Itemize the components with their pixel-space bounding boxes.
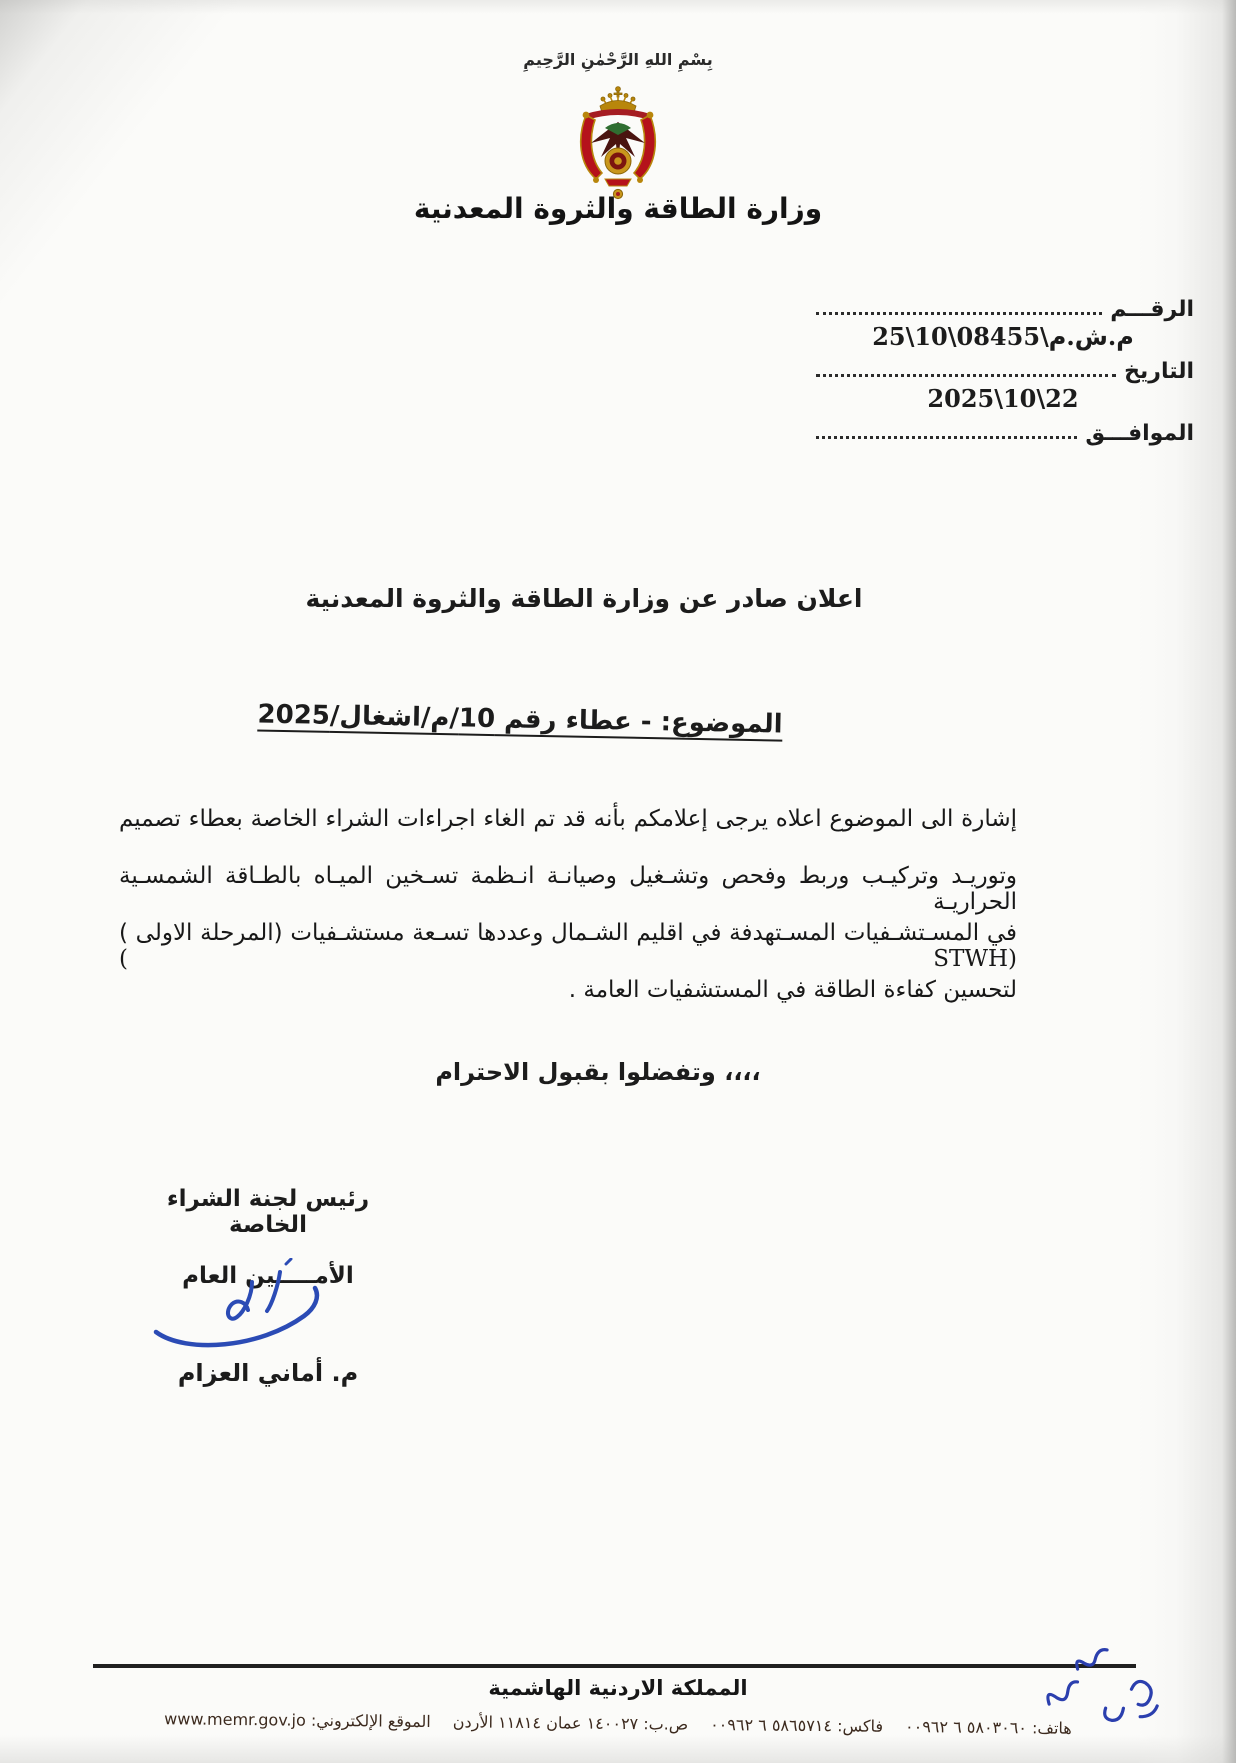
reference-block (812, 290, 1194, 446)
reference-date-label: التاريخ (1124, 359, 1194, 384)
secretary-general-title: الأمـــــين العام (182, 1263, 354, 1289)
body-line-arabic: في المسـتشـفيات المسـتهدفة في اقليم الشـمال وعددها تسـعة مستشـفيات (المرحلة الاولى ) (119, 920, 1017, 946)
footer-phone: هاتف: ٥٨٠٣٠٦٠ ٦ ٠٠٩٦٢ (904, 1717, 1072, 1738)
handwriting-scribble (1018, 1597, 1208, 1757)
ministry-name-calligraphy: وزارة الطاقة والثروة المعدنية (413, 192, 823, 225)
letter-title: اعلان صادر عن وزارة الطاقة والثروة المعدنية (305, 584, 863, 613)
dotted-leader (816, 312, 1102, 315)
footer-pobox: ص.ب: ١٤٠٠٢٧ عمان ١١٨١٤ الأردن (452, 1712, 689, 1734)
handwritten-signature (140, 1258, 356, 1366)
dotted-leader (816, 436, 1077, 439)
dotted-leader (816, 374, 1116, 377)
stwh-abbreviation: ( STWH) (119, 946, 1017, 972)
body-line: لتحسين كفاءة الطاقة في المستشفيات العامة . (568, 977, 1017, 1003)
reference-corresponding-label: الموافـــق (1085, 421, 1194, 446)
handwritten-annotation (1018, 1597, 1208, 1761)
closing-salutation: وتفضلوا بقبول الاحترام ،،،، (435, 1058, 761, 1086)
body-line (119, 920, 1017, 977)
reference-date-row (812, 352, 1194, 384)
reference-number-label: الرقـــم (1110, 297, 1194, 322)
body-line: إشارة الى الموضوع اعلاه يرجى إعلامكم بأنه قد تم الغاء اجراءات الشراء الخاصة بعطاء تصميم (119, 806, 1017, 832)
kingdom-calligraphy: المملكة الاردنية الهاشمية (488, 1676, 748, 1700)
signature-block (146, 1186, 390, 1387)
bismillah-calligraphy: بِسْمِ اللهِ الرَّحْمٰنِ الرَّحِيمِ (523, 50, 713, 69)
reference-date-value: 22\10\2025 (927, 384, 1079, 413)
body-line: وتوريـد وتركيـب وربط وفحص وتشـغيل وصيانـة انـظمة تسـخين الميـاه بالطـاقة الشمسـية الحراريـة (119, 863, 1017, 915)
letter-body (119, 806, 1017, 1034)
reference-corresponding-row (812, 414, 1194, 446)
subject-line: الموضوع: - عطاء رقم 10/م/اشغال/2025 (257, 699, 783, 740)
footer-divider (93, 1664, 1136, 1668)
footer-website: الموقع الإلكتروني: www.memr.gov.jo (164, 1709, 431, 1732)
signatory-name: م. أماني العزام (177, 1359, 359, 1387)
reference-number-row (812, 290, 1194, 322)
footer-fax: فاكس: ٥٨٦٥٧١٤ ٦ ٠٠٩٦٢ (710, 1714, 884, 1736)
reference-number-value: م.ش.م\08455\10\25 (872, 322, 1134, 351)
committee-chair-title: رئيس لجنة الشراء الخاصة (166, 1186, 370, 1238)
